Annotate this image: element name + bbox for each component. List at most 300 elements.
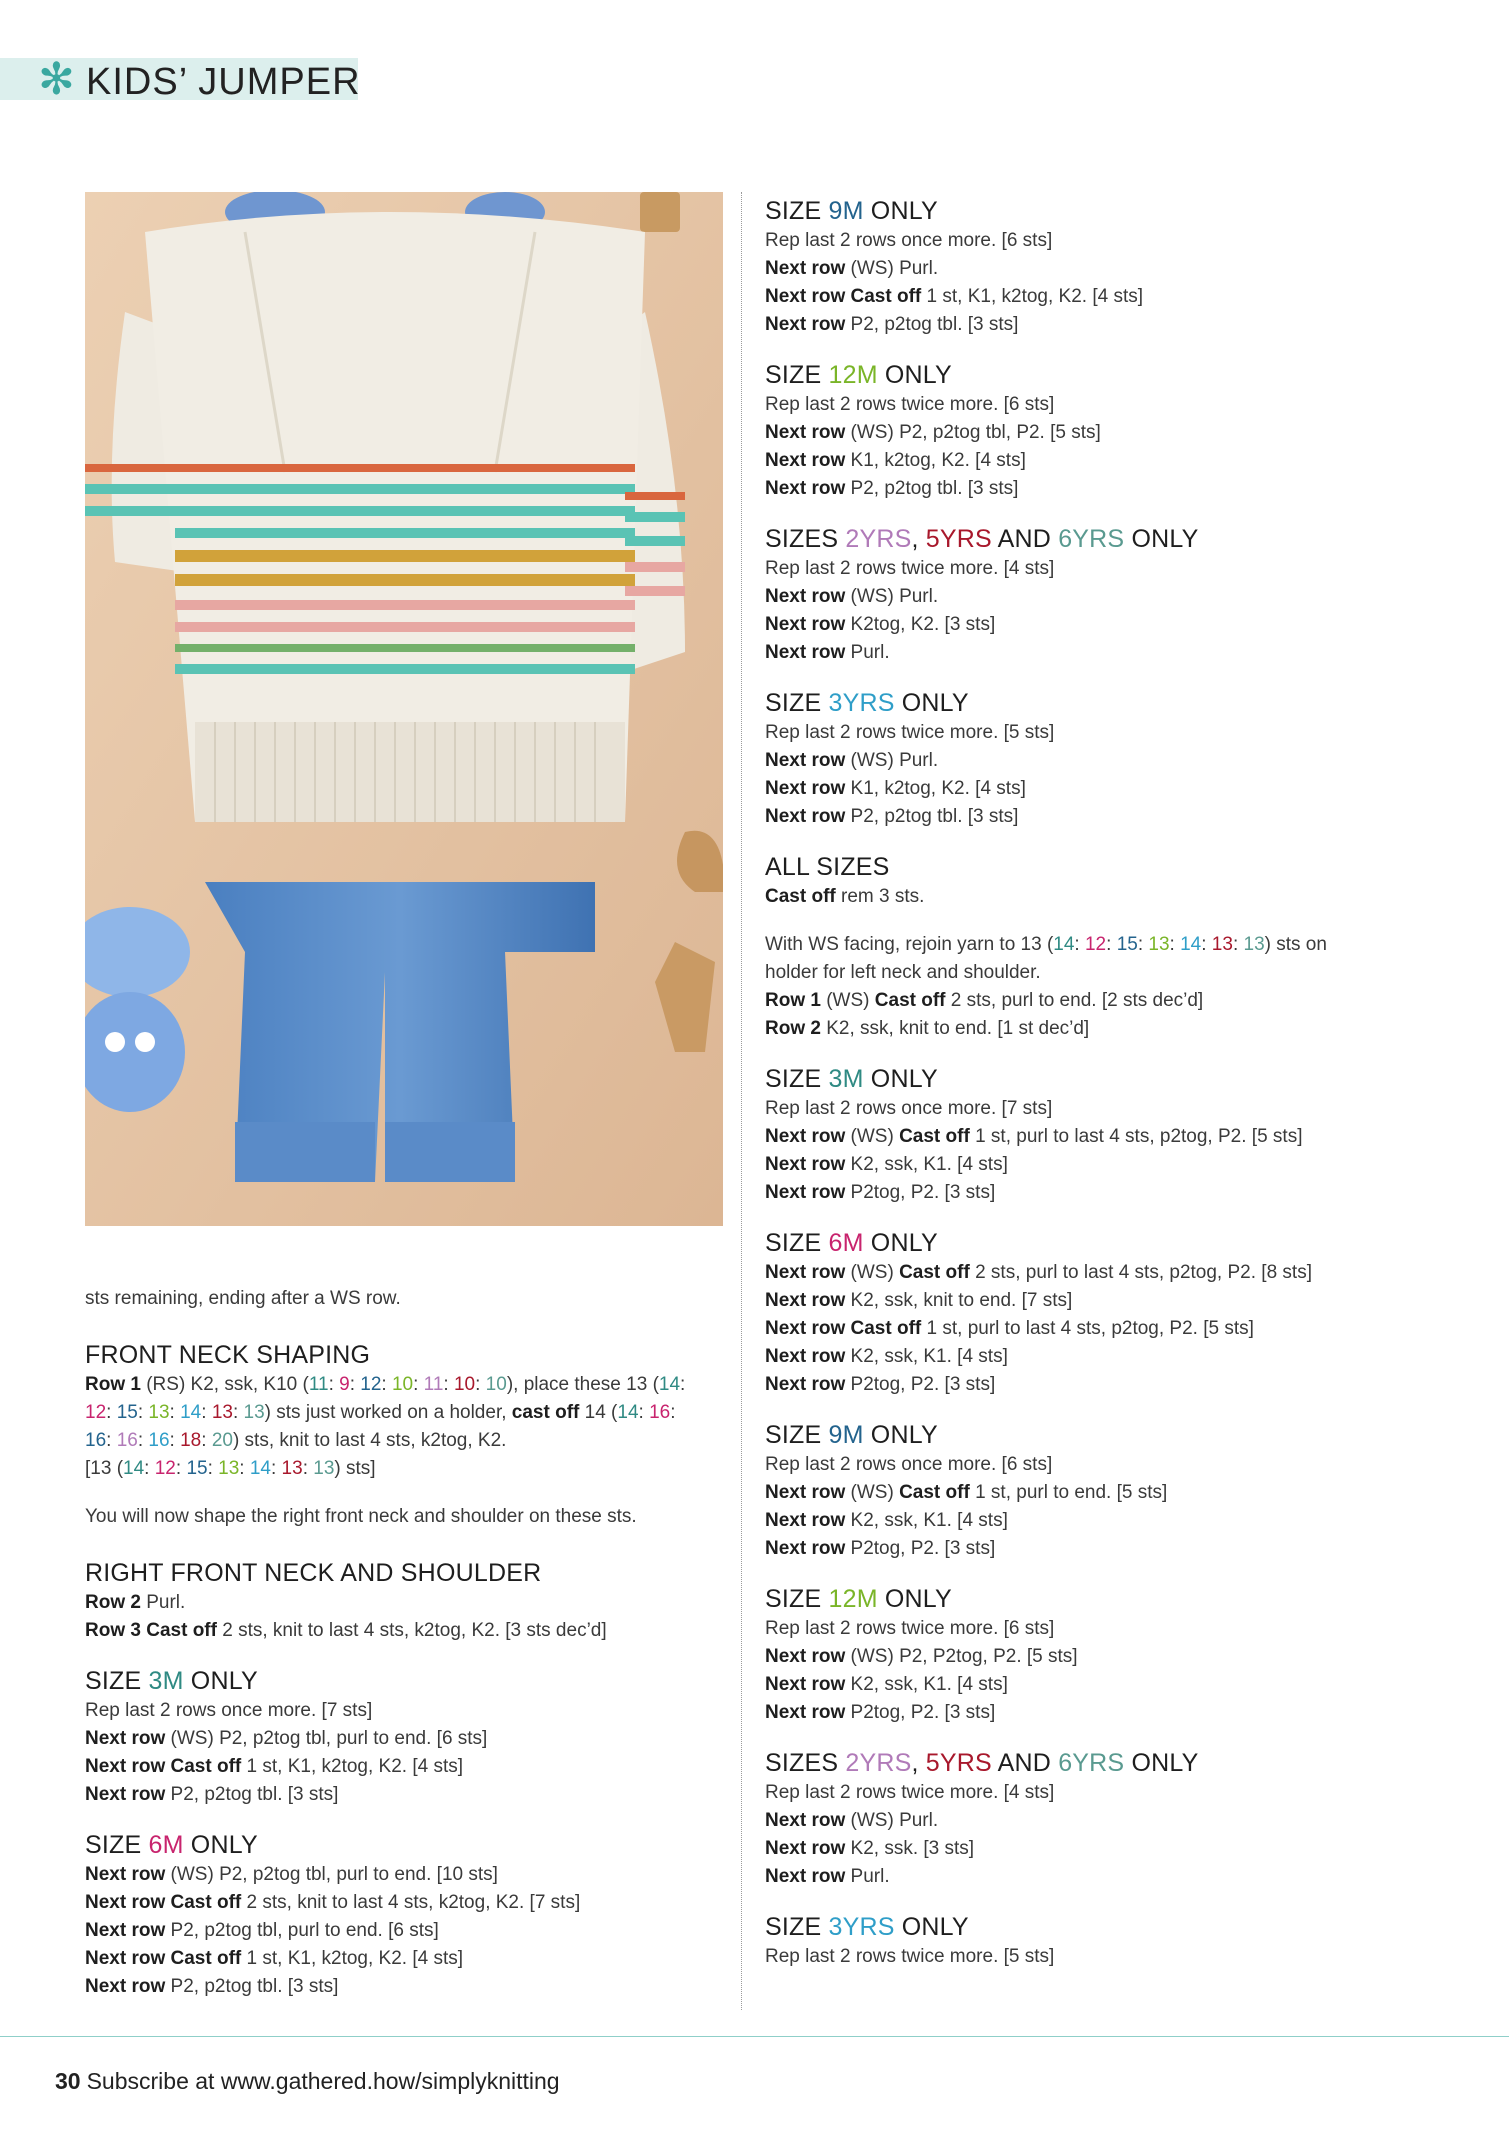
text-run: 14 (	[579, 1402, 618, 1423]
instruction-line	[85, 1861, 725, 1889]
text-run: :	[1137, 934, 1149, 955]
right-column	[765, 195, 1485, 1991]
text-run: Rep last 2 rows twice more. [4 sts]	[765, 1782, 1055, 1803]
instruction-keyword: Next row	[765, 614, 846, 635]
text-run: ) sts, knit to last 4 sts, k2tog, K2.	[232, 1430, 507, 1451]
instruction-line	[765, 883, 1485, 911]
text-run: Purl.	[845, 642, 890, 663]
text-run: (WS) Purl.	[845, 586, 939, 607]
size-value: 15	[1116, 934, 1138, 955]
text-run: :	[270, 1458, 282, 1479]
text-run: SIZES	[765, 1749, 846, 1777]
text-run: SIZES	[765, 525, 846, 553]
text-run: ) sts]	[334, 1458, 376, 1479]
instruction-line	[765, 775, 1485, 803]
size-value: 13	[313, 1458, 335, 1479]
size-value: 3YRS	[828, 689, 895, 717]
size-value: 12M	[828, 1585, 878, 1613]
instruction-line	[765, 475, 1485, 503]
text-run: K2, ssk. [3 sts]	[845, 1838, 975, 1859]
text-run: P2tog, P2. [3 sts]	[845, 1182, 996, 1203]
size-value: 12M	[828, 361, 878, 389]
text-run: ONLY	[894, 1913, 969, 1941]
text-run: Rep last 2 rows twice more. [5 sts]	[765, 722, 1055, 743]
size-section	[765, 195, 1485, 339]
text-run: (WS) Purl.	[845, 258, 939, 279]
size-value: 6M	[828, 1229, 864, 1257]
text-run: :	[106, 1430, 117, 1451]
size-value: 5YRS	[925, 1749, 992, 1777]
text-run: P2, p2tog tbl. [3 sts]	[845, 806, 1019, 827]
text-run: 2 sts, knit to last 4 sts, k2tog, K2. [7 sts]	[241, 1892, 581, 1913]
text-run: 2 sts, purl to last 4 sts, p2tog, P2. [8 sts]	[969, 1262, 1312, 1283]
instruction-line	[765, 639, 1485, 667]
text-run: K2, ssk, K1. [4 sts]	[845, 1674, 1008, 1695]
section-heading	[85, 1557, 725, 1589]
size-value: 13	[218, 1458, 240, 1479]
instruction-line	[85, 1427, 725, 1455]
size-value: 3M	[828, 1065, 864, 1093]
instruction-line	[765, 1671, 1485, 1699]
text-run: 2 sts, knit to last 4 sts, k2tog, K2. [3 sts dec’d]	[216, 1620, 607, 1641]
instruction-line	[765, 1179, 1485, 1207]
text-run: ONLY	[183, 1667, 258, 1695]
page-title: KIDS’ JUMPER	[86, 61, 361, 103]
size-value: 11	[423, 1374, 444, 1395]
instruction-keyword: Next row	[765, 1482, 846, 1503]
instruction-keyword: Row 2	[85, 1592, 141, 1613]
section-heading	[765, 1419, 1485, 1451]
size-value: 15	[186, 1458, 208, 1479]
text-run: K2, ssk, K1. [4 sts]	[845, 1346, 1008, 1367]
instruction-keyword: Next row	[765, 1290, 846, 1311]
size-section	[765, 851, 1485, 911]
text-run: Rep last 2 rows once more. [6 sts]	[765, 230, 1053, 251]
instruction-line	[765, 1015, 1485, 1043]
sweater-illustration	[85, 192, 723, 1226]
text-run: P2tog, P2. [3 sts]	[845, 1538, 996, 1559]
size-value: 6YRS	[1058, 525, 1125, 553]
instruction-line	[765, 255, 1485, 283]
text-run: :	[106, 1402, 117, 1423]
instruction-keyword: Cast off	[874, 990, 946, 1011]
size-value: 2YRS	[845, 1749, 912, 1777]
size-section	[765, 1747, 1485, 1891]
size-value: 13	[281, 1458, 303, 1479]
text-run: ) sts just worked on a holder,	[264, 1402, 512, 1423]
instruction-keyword: Next row	[765, 1838, 846, 1859]
instruction-keyword: Next row	[765, 1646, 846, 1667]
text-run: :	[1201, 934, 1212, 955]
paragraph-text	[85, 1503, 725, 1531]
text-run: (WS)	[845, 1262, 900, 1283]
size-value: 13	[243, 1402, 265, 1423]
text-run: You will now shape the right front neck and shoulder on these sts.	[85, 1506, 637, 1527]
text-run: Rep last 2 rows twice more. [5 sts]	[765, 1946, 1055, 1967]
instruction-keyword: Next row	[85, 1728, 166, 1749]
instruction-line	[85, 1973, 725, 2001]
instruction-line	[765, 1479, 1485, 1507]
size-value: 5YRS	[925, 525, 992, 553]
text-run: 1 st, purl to last 4 sts, p2tog, P2. [5 sts]	[969, 1126, 1303, 1147]
instruction-line	[765, 447, 1485, 475]
text-run: ) sts on	[1264, 934, 1327, 955]
size-value: 12	[360, 1374, 382, 1395]
instruction-line	[765, 931, 1485, 959]
text-run: Purl.	[845, 1866, 890, 1887]
text-run: :	[137, 1402, 149, 1423]
instruction-line	[765, 1123, 1485, 1151]
text-run: ), place these 13 (	[506, 1374, 659, 1395]
instruction-line	[85, 1753, 725, 1781]
instruction-line	[765, 1371, 1485, 1399]
size-value: 16	[85, 1430, 107, 1451]
text-run: FRONT NECK SHAPING	[85, 1341, 371, 1369]
text-run: ALL SIZES	[765, 853, 890, 881]
instruction-keyword: cast off	[511, 1402, 580, 1423]
instruction-line	[765, 1699, 1485, 1727]
asterisk-icon: ✻	[38, 54, 75, 105]
size-value: 6YRS	[1058, 1749, 1125, 1777]
text-run: (WS) Purl.	[845, 1810, 939, 1831]
text-run: :	[443, 1374, 454, 1395]
text-run: Rep last 2 rows twice more. [6 sts]	[765, 394, 1055, 415]
instruction-line	[765, 1315, 1485, 1343]
instruction-line	[85, 1945, 725, 1973]
section-heading	[765, 1911, 1485, 1943]
paragraph	[85, 1503, 725, 1531]
instruction-keyword: Next row	[85, 1920, 166, 1941]
sweater-photo	[85, 192, 723, 1226]
text-run: :	[302, 1458, 314, 1479]
size-value: 18	[180, 1430, 202, 1451]
instruction-keyword: Cast off	[899, 1482, 970, 1503]
text-run: SIZE	[85, 1831, 149, 1859]
instruction-line	[765, 1095, 1485, 1123]
size-section	[765, 359, 1485, 503]
text-run: SIZE	[765, 197, 829, 225]
text-run: K2, ssk, K1. [4 sts]	[845, 1510, 1008, 1531]
instruction-line	[85, 1589, 725, 1617]
text-run: ONLY	[1124, 1749, 1199, 1777]
size-value: 13	[1148, 934, 1170, 955]
instruction-keyword: Next row	[765, 1154, 846, 1175]
text-run: SIZE	[85, 1667, 149, 1695]
text-run: K2, ssk, knit to end. [7 sts]	[845, 1290, 1073, 1311]
size-value: 14	[180, 1402, 202, 1423]
size-value: 12	[85, 1402, 107, 1423]
instruction-line	[765, 1943, 1485, 1971]
text-run: (WS)	[845, 1126, 900, 1147]
size-value: 9M	[828, 1421, 864, 1449]
instruction-keyword: Next row	[765, 478, 846, 499]
text-run: P2, p2tog tbl, purl to end. [6 sts]	[165, 1920, 439, 1941]
text-run: :	[680, 1374, 686, 1395]
instruction-line	[765, 283, 1485, 311]
size-section	[85, 1829, 725, 2001]
instruction-keyword: Next row Cast off	[765, 1318, 922, 1339]
instruction-keyword: Next row	[765, 778, 846, 799]
text-run: SIZE	[765, 1065, 829, 1093]
instruction-keyword: Next row Cast off	[85, 1892, 242, 1913]
instruction-keyword: Next row	[765, 750, 846, 771]
size-value: 6M	[148, 1831, 184, 1859]
text-run: SIZE	[765, 689, 829, 717]
text-run: sts remaining, ending after a WS row.	[85, 1288, 401, 1309]
instruction-line	[765, 1835, 1485, 1863]
text-run: :	[475, 1374, 486, 1395]
text-run: SIZE	[765, 361, 829, 389]
instruction-keyword: Cast off	[765, 886, 836, 907]
instruction-line	[85, 1781, 725, 1809]
size-value: 3YRS	[828, 1913, 895, 1941]
text-run: ONLY	[863, 1421, 938, 1449]
instruction-line	[765, 1779, 1485, 1807]
text-run: 1 st, K1, k2tog, K2. [4 sts]	[241, 1756, 464, 1777]
text-run: :	[413, 1374, 424, 1395]
text-run: :	[349, 1374, 361, 1395]
size-value: 20	[211, 1430, 233, 1451]
text-run: ONLY	[877, 1585, 952, 1613]
size-section	[85, 1665, 725, 1809]
text-run: (WS) P2, p2tog tbl, P2. [5 sts]	[845, 422, 1101, 443]
instruction-keyword: Next row	[765, 1182, 846, 1203]
text-run: :	[1232, 934, 1244, 955]
size-value: 16	[649, 1402, 671, 1423]
instruction-line	[765, 419, 1485, 447]
section-heading	[85, 1339, 725, 1371]
size-value: 13	[1211, 934, 1233, 955]
section-heading	[765, 1583, 1485, 1615]
text-run: P2tog, P2. [3 sts]	[845, 1374, 996, 1395]
instruction-keyword: Next row	[765, 1810, 846, 1831]
instruction-keyword: Row 1	[85, 1374, 141, 1395]
instruction-line	[765, 987, 1485, 1015]
section-heading	[765, 523, 1485, 555]
instruction-line	[85, 1697, 725, 1725]
instruction-line	[85, 1371, 725, 1399]
size-section	[765, 687, 1485, 831]
text-run: :	[1106, 934, 1117, 955]
text-run: :	[1074, 934, 1085, 955]
instruction-line	[765, 311, 1485, 339]
size-value: 12	[154, 1458, 176, 1479]
instruction-keyword: Cast off	[899, 1262, 970, 1283]
text-run: Rep last 2 rows twice more. [6 sts]	[765, 1618, 1055, 1639]
text-run: SIZE	[765, 1585, 829, 1613]
instruction-keyword: Next row	[765, 422, 846, 443]
text-run: rem 3 sts.	[835, 886, 925, 907]
text-run: ONLY	[183, 1831, 258, 1859]
size-value: 13	[148, 1402, 170, 1423]
instruction-keyword: Next row	[85, 1976, 166, 1997]
text-run: :	[381, 1374, 392, 1395]
size-section	[765, 1583, 1485, 1727]
instruction-keyword: Next row Cast off	[765, 286, 922, 307]
text-run: (WS)	[820, 990, 875, 1011]
text-run: SIZE	[765, 1421, 829, 1449]
text-run: (WS) P2, p2tog tbl, purl to end. [10 sts]	[165, 1864, 498, 1885]
instruction-keyword: Next row	[765, 1866, 846, 1887]
instruction-keyword: Next row	[765, 806, 846, 827]
instruction-keyword: Next row	[765, 1538, 846, 1559]
instruction-line	[85, 1917, 725, 1945]
instruction-keyword: Next row	[85, 1784, 166, 1805]
size-section	[765, 1911, 1485, 1971]
instruction-line	[765, 959, 1485, 987]
size-value: 14	[1053, 934, 1075, 955]
size-section	[765, 1063, 1485, 1207]
text-run: P2, p2tog tbl. [3 sts]	[845, 478, 1019, 499]
text-run: Rep last 2 rows once more. [7 sts]	[765, 1098, 1053, 1119]
text-run: 2 sts, purl to end. [2 sts dec’d]	[945, 990, 1204, 1011]
size-value: 16	[116, 1430, 138, 1451]
instruction-keyword: Next row Cast off	[85, 1756, 242, 1777]
paragraph-text	[85, 1285, 725, 1313]
instruction-line	[765, 803, 1485, 831]
text-run: :	[207, 1458, 219, 1479]
text-run: :	[1169, 934, 1181, 955]
instruction-line	[85, 1399, 725, 1427]
instruction-line	[765, 1807, 1485, 1835]
instruction-keyword: Next row Cast off	[85, 1948, 242, 1969]
size-value: 14	[617, 1402, 639, 1423]
instruction-line	[765, 1259, 1485, 1287]
left-column	[85, 1285, 725, 2021]
instruction-keyword: Next row	[765, 450, 846, 471]
text-run: ,	[911, 1749, 926, 1777]
text-run: (WS) Purl.	[845, 750, 939, 771]
text-run: ONLY	[863, 197, 938, 225]
text-run: (WS) P2, P2tog, P2. [5 sts]	[845, 1646, 1078, 1667]
size-section	[765, 1227, 1485, 1399]
text-run: :	[201, 1402, 212, 1423]
text-run: RIGHT FRONT NECK AND SHOULDER	[85, 1559, 542, 1587]
text-run: K2, ssk, K1. [4 sts]	[845, 1154, 1008, 1175]
text-run: (RS) K2, ssk, K10 (	[140, 1374, 309, 1395]
text-run: With WS facing, rejoin yarn to 13 (	[765, 934, 1054, 955]
instruction-line	[85, 1617, 725, 1645]
text-run: 1 st, purl to end. [5 sts]	[969, 1482, 1168, 1503]
instruction-line	[765, 1507, 1485, 1535]
instruction-keyword: Next row	[765, 586, 846, 607]
text-run: P2tog, P2. [3 sts]	[845, 1702, 996, 1723]
instruction-line	[765, 1535, 1485, 1563]
instruction-line	[85, 1455, 725, 1483]
instruction-keyword: Next row	[765, 1374, 846, 1395]
instruction-line	[765, 1151, 1485, 1179]
instruction-block	[765, 931, 1485, 1043]
size-value: 12	[1084, 934, 1107, 955]
text-run: :	[239, 1458, 250, 1479]
section-heading	[85, 1829, 725, 1861]
instruction-line	[765, 1863, 1485, 1891]
text-run: ONLY	[863, 1065, 938, 1093]
instruction-line	[765, 555, 1485, 583]
section-heading	[765, 195, 1485, 227]
text-run: :	[201, 1430, 212, 1451]
text-run: P2, p2tog tbl. [3 sts]	[165, 1976, 339, 1997]
instruction-line	[85, 1725, 725, 1753]
instruction-keyword: Next row	[765, 1510, 846, 1531]
text-run: ONLY	[1124, 525, 1199, 553]
paragraph	[85, 1285, 725, 1313]
section-heading	[765, 1227, 1485, 1259]
size-value: 13	[1243, 934, 1265, 955]
instruction-line	[765, 1451, 1485, 1479]
instruction-keyword: Next row	[765, 258, 846, 279]
size-value: 14	[123, 1458, 145, 1479]
text-run: Rep last 2 rows once more. [6 sts]	[765, 1454, 1053, 1475]
size-value: 15	[116, 1402, 138, 1423]
text-run: (WS)	[845, 1482, 900, 1503]
text-run: K1, k2tog, K2. [4 sts]	[845, 450, 1026, 471]
instruction-keyword: Next row	[765, 1262, 846, 1283]
instruction-line	[765, 227, 1485, 255]
size-value: 2YRS	[845, 525, 912, 553]
page-number: 30	[55, 2068, 81, 2094]
size-value: 10	[485, 1374, 507, 1395]
text-run: Purl.	[140, 1592, 186, 1613]
text-run: :	[169, 1430, 181, 1451]
instruction-line	[765, 391, 1485, 419]
instruction-keyword: Next row	[765, 314, 846, 335]
instruction-keyword: Next row	[765, 1702, 846, 1723]
text-run: AND	[991, 1749, 1059, 1777]
text-run: 1 st, K1, k2tog, K2. [4 sts]	[921, 286, 1144, 307]
size-value: 10	[453, 1374, 476, 1395]
instruction-line	[765, 1615, 1485, 1643]
text-run: :	[232, 1402, 244, 1423]
text-run: :	[670, 1402, 676, 1423]
text-run: ONLY	[894, 689, 969, 717]
text-run: Rep last 2 rows twice more. [4 sts]	[765, 558, 1055, 579]
text-run: :	[137, 1430, 149, 1451]
size-section	[85, 1557, 725, 1645]
text-run: holder for left neck and shoulder.	[765, 962, 1041, 983]
text-run: K1, k2tog, K2. [4 sts]	[845, 778, 1026, 799]
footer	[55, 2066, 560, 2096]
text-run: K2, ssk, knit to end. [1 st dec’d]	[820, 1018, 1090, 1039]
text-run: 1 st, K1, k2tog, K2. [4 sts]	[241, 1948, 464, 1969]
size-value: 14	[1180, 934, 1202, 955]
text-run: [13 (	[85, 1458, 124, 1479]
footer-rule	[0, 2036, 1509, 2037]
text-run: K2tog, K2. [3 sts]	[845, 614, 996, 635]
size-section	[85, 1339, 725, 1483]
size-section	[765, 1419, 1485, 1563]
instruction-keyword: Next row	[765, 1126, 846, 1147]
text-run: :	[175, 1458, 187, 1479]
section-heading	[765, 687, 1485, 719]
text-run: P2, p2tog tbl. [3 sts]	[165, 1784, 339, 1805]
size-value: 14	[249, 1458, 271, 1479]
section-heading	[765, 851, 1485, 883]
size-value: 16	[148, 1430, 170, 1451]
text-run: ,	[911, 525, 926, 553]
instruction-line	[765, 719, 1485, 747]
subscribe-text: Subscribe at www.gathered.how/simplyknitting	[86, 2068, 560, 2094]
text-run: SIZE	[765, 1229, 829, 1257]
instruction-line	[765, 1643, 1485, 1671]
instruction-keyword: Row 3 Cast off	[85, 1620, 217, 1641]
section-heading	[765, 1747, 1485, 1779]
instruction-keyword: Next row	[765, 1346, 846, 1367]
instruction-line	[765, 583, 1485, 611]
size-value: 10	[391, 1374, 414, 1395]
instruction-line	[765, 747, 1485, 775]
text-run: :	[328, 1374, 340, 1395]
